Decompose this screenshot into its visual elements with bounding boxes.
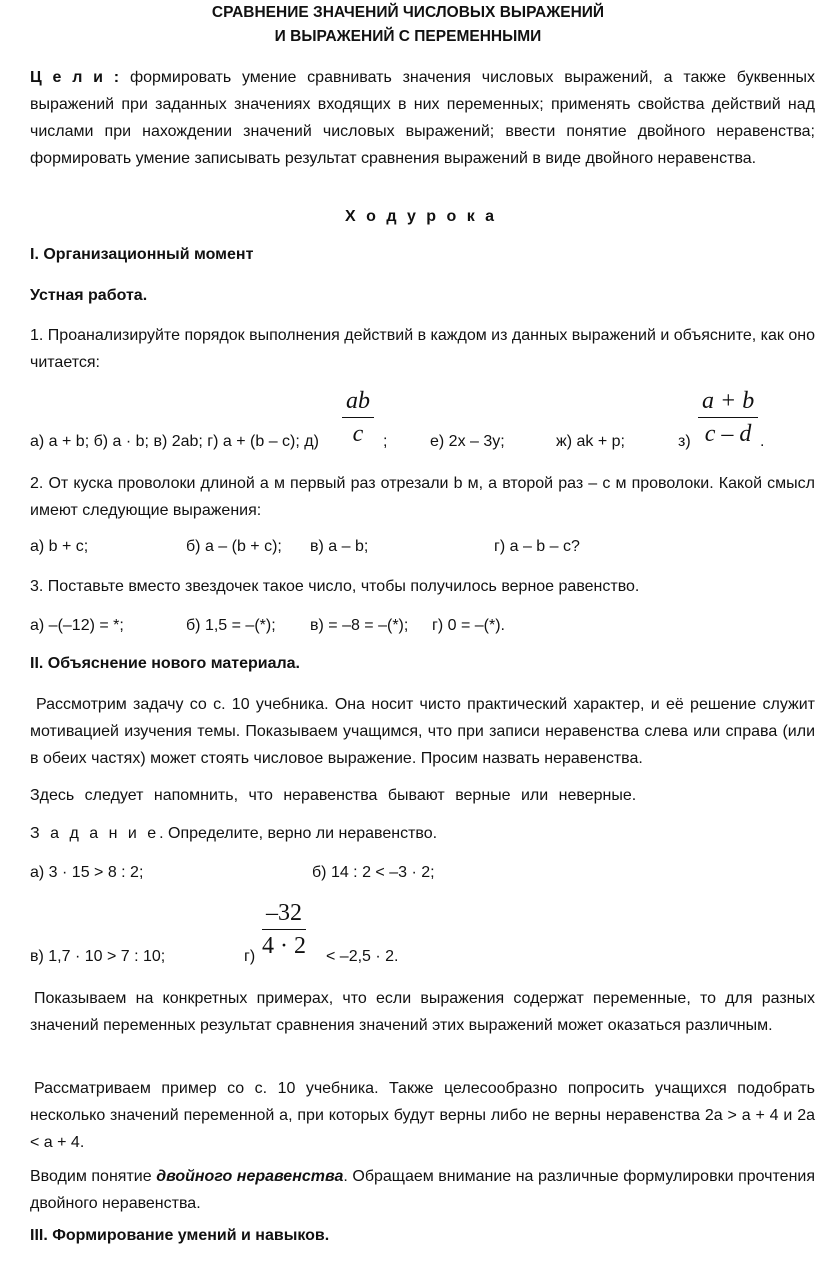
fraction-d-numerator: ab: [342, 388, 374, 418]
title-line-1: СРАВНЕНИЕ ЗНАЧЕНИЙ ЧИСЛОВЫХ ВЫРАЖЕНИЙ: [211, 4, 605, 21]
task-statement: [30, 825, 437, 843]
fraction-z: [698, 388, 758, 448]
show-paragraph: Показываем на конкретных примерах, что если выражения содержат переменные, то для разных значений переменных результат сравнения значений этих выражений может оказаться различным.: [30, 990, 815, 1034]
task-3-g: г) 0 = –(*).: [432, 617, 505, 634]
task-3-v: в) = –8 = –(*);: [310, 617, 409, 634]
lesson-heading: Х о д у р о к а: [345, 208, 498, 225]
inequality-g-label: г): [244, 948, 256, 965]
fraction-g-numerator: –32: [262, 900, 306, 930]
double-inequality-paragraph: [30, 1163, 815, 1217]
task-label: З а д а н и е: [30, 825, 160, 842]
goals-text: формировать умение сравнивать значения числовых выражений, а также буквенных выражений при заданных значениях входящих в них переменных; применять свойства действий над числами при нахождении значений числовых выражений; ввести понятие двойного неравенства; формировать умение записывать результат сравнения выражений в виде двойного неравенства.: [30, 69, 815, 167]
double-rest: . Обращаем внимание на различные формулировки прочтения двойного неравенства.: [30, 1168, 816, 1212]
item-e: е) 2x – 3y;: [430, 433, 505, 450]
inequality-v: в) 1,7 · 10 > 7 : 10;: [30, 948, 166, 965]
task-3-a: а) –(–12) = *;: [30, 617, 124, 634]
fraction-z-numerator: a + b: [698, 388, 758, 418]
oral-work-heading: Устная работа.: [30, 287, 148, 304]
fraction-g-denominator: 4 · 2: [262, 933, 306, 959]
double-intro: Вводим понятие: [30, 1168, 152, 1185]
remind-paragraph: Здесь следует напомнить, что неравенства бывают верные или неверные.: [30, 787, 637, 804]
item-zh: ж) ak + p;: [556, 433, 625, 450]
item-z: з): [678, 433, 691, 450]
inequality-a: а) 3 · 15 > 8 : 2;: [30, 864, 144, 881]
task-3-b: б) 1,5 = –(*);: [186, 617, 276, 634]
task-text: . Определите, верно ли неравенство.: [159, 825, 438, 842]
goals-paragraph: [30, 64, 815, 172]
inequality-g-tail: < –2,5 · 2.: [326, 948, 399, 965]
fraction-g: [262, 900, 306, 960]
task-2-a: а) b + c;: [30, 538, 89, 555]
explain-paragraph: Рассмотрим задачу со с. 10 учебника. Она носит чисто практический характер, и её решение служит мотивацией изучения темы. Показываем учащимся, что при записи неравенства слева или справа (или в обеих частях) может стоять числовое выражение. Просим назвать неравенства.: [30, 696, 815, 767]
task-2-v: в) a – b;: [310, 538, 369, 555]
section-1-heading: I. Организационный момент: [30, 246, 254, 263]
fraction-d-denominator: c: [352, 421, 364, 447]
task-2-b: б) a – (b + c);: [186, 538, 282, 555]
fraction-d: [342, 388, 374, 448]
task-2-g: г) a – b – c?: [494, 538, 580, 555]
double-inequality-term: двойного неравенства: [156, 1168, 344, 1185]
fraction-z-denominator: c – d: [704, 421, 752, 447]
goals-label: Ц е л и :: [30, 69, 120, 86]
example-paragraph: Рассматриваем пример со с. 10 учебника. Также целесообразно попросить учащихся подобрать несколько значений переменной a, при которых будут верны либо не верны неравенства 2a > a + 4 и 2a < a + 4.: [30, 1080, 815, 1151]
inequality-b: б) 14 : 2 < –3 · 2;: [312, 864, 435, 881]
section-3-heading: III. Формирование умений и навыков.: [30, 1227, 330, 1244]
task-1-text: 1. Проанализируйте порядок выполнения действий в каждом из данных выражений и объясните, как оно читается:: [30, 327, 815, 371]
task-3-text: 3. Поставьте вместо звездочек такое число, чтобы получилось верное равенство.: [30, 578, 640, 595]
section-2-heading: II. Объяснение нового материала.: [30, 655, 300, 672]
title-line-2: И ВЫРАЖЕНИЙ С ПЕРЕМЕННЫМИ: [274, 28, 542, 45]
task-1-items-a-d: а) a + b; б) a · b; в) 2ab; г) a + (b – c); д): [30, 433, 319, 450]
item-z-dot: .: [760, 433, 765, 450]
task-2-text: 2. От куска проволоки длиной a м первый раз отрезали b м, а второй раз – c м проволоки. Какой смысл имеют следующие выражения:: [30, 475, 815, 519]
item-d-semicolon: ;: [383, 433, 388, 450]
